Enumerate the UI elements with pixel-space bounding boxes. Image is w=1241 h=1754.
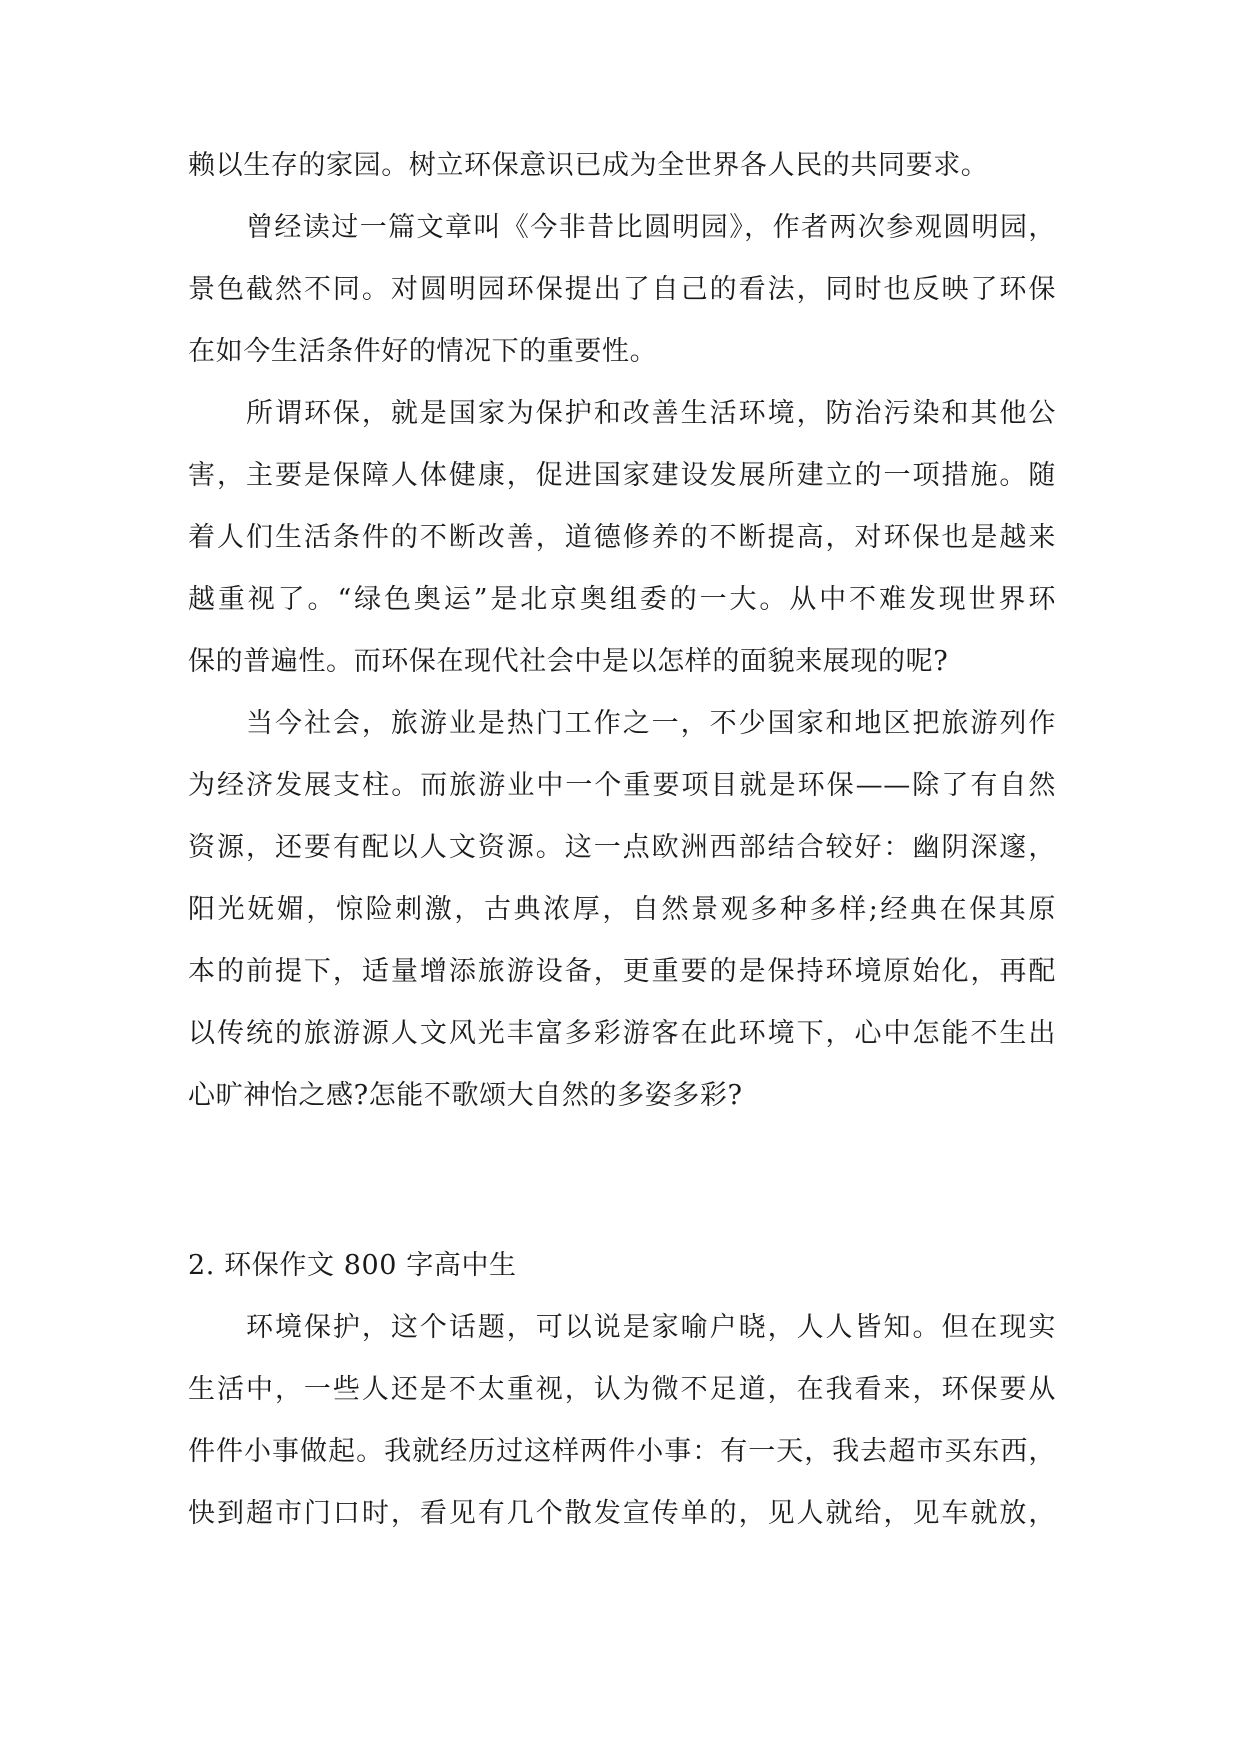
paragraph-line: 害，主要是保障人体健康，促进国家建设发展所建立的一项措施。随 (188, 460, 1056, 491)
body-text-top (188, 135, 1056, 1127)
paragraph-line: 快到超市门口时，看见有几个散发宣传单的，见人就给，见车就放， (188, 1498, 1056, 1529)
paragraph-line: 心旷神怡之感?怎能不歌颂大自然的多姿多彩? (188, 1080, 743, 1111)
paragraph-line: 赖以生存的家园。树立环保意识已成为全世界各人民的共同要求。 (188, 150, 989, 181)
paragraph-line: 为经济发展支柱。而旅游业中一个重要项目就是环保——除了有自然 (188, 770, 1056, 801)
section-heading: 2. 环保作文 800 字高中生 (188, 1250, 517, 1281)
body-text-bottom (188, 1235, 1056, 1545)
paragraph-line: 资源，还要有配以人文资源。这一点欧洲西部结合较好：幽阴深邃， (188, 832, 1056, 863)
paragraph-line: 本的前提下，适量增添旅游设备，更重要的是保持环境原始化，再配 (188, 956, 1056, 987)
paragraph-line: 阳光妩媚，惊险刺激，古典浓厚，自然景观多种多样;经典在保其原 (188, 894, 1056, 925)
paragraph-line: 景色截然不同。对圆明园环保提出了自己的看法，同时也反映了环保 (188, 274, 1056, 305)
paragraph-line: 越重视了。“绿色奥运”是北京奥组委的一大。从中不难发现世界环 (188, 584, 1056, 615)
paragraph-line: 件件小事做起。我就经历过这样两件小事：有一天，我去超市买东西， (188, 1436, 1056, 1467)
paragraph-line: 曾经读过一篇文章叫《今非昔比圆明园》，作者两次参观圆明园， (246, 212, 1056, 243)
paragraph-line: 当今社会，旅游业是热门工作之一，不少国家和地区把旅游列作 (246, 708, 1056, 739)
paragraph-line: 环境保护，这个话题，可以说是家喻户晓，人人皆知。但在现实 (246, 1312, 1056, 1343)
paragraph-line: 生活中，一些人还是不太重视，认为微不足道，在我看来，环保要从 (188, 1374, 1056, 1405)
paragraph-line: 所谓环保，就是国家为保护和改善生活环境，防治污染和其他公 (246, 398, 1056, 429)
paragraph-line: 在如今生活条件好的情况下的重要性。 (188, 336, 658, 367)
paragraph-line: 保的普遍性。而环保在现代社会中是以怎样的面貌来展现的呢? (188, 646, 949, 677)
paragraph-line: 以传统的旅游源人文风光丰富多彩游客在此环境下，心中怎能不生出 (188, 1018, 1056, 1049)
paragraph-line: 着人们生活条件的不断改善，道德修养的不断提高，对环保也是越来 (188, 522, 1056, 553)
